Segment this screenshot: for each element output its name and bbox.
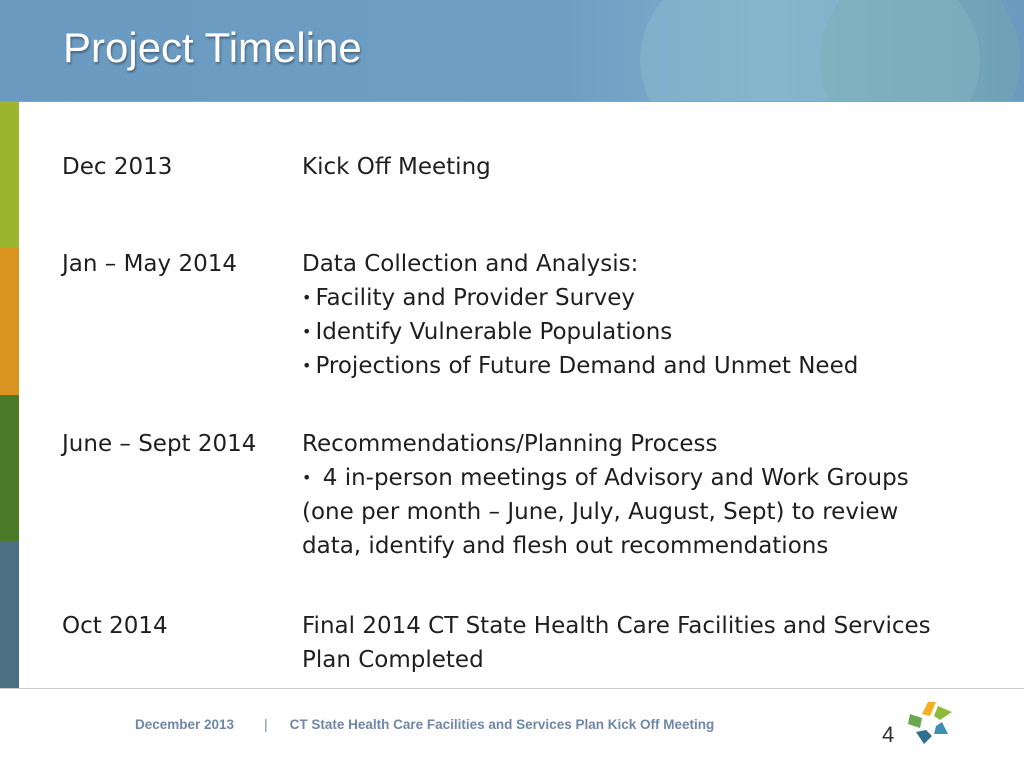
bullet-item: • 4 in-person meetings of Advisory and Work Groups (one per month – June, July, August, Sept) to review data, identify and flesh out recommendations — [302, 465, 909, 559]
page-number: 4 — [882, 722, 895, 747]
pinwheel-logo-icon — [906, 700, 954, 746]
timeline-heading: Kick Off Meeting — [302, 154, 491, 180]
bullet-icon: • — [302, 322, 312, 341]
bullet-item: • Projections of Future Demand and Unmet Need — [302, 353, 859, 379]
timeline-heading: Final 2014 CT State Health Care Facilities and Services Plan Completed — [302, 613, 931, 673]
timeline-date: Dec 2013 — [62, 154, 173, 180]
timeline-date: Jan – May 2014 — [62, 251, 237, 277]
timeline-description — [302, 427, 942, 563]
sidebar-segment-orange — [0, 248, 19, 395]
timeline-heading: Recommendations/Planning Process — [302, 431, 718, 457]
bullet-item: • Facility and Provider Survey — [302, 285, 636, 311]
sidebar-segment-green — [0, 101, 19, 248]
footer-date: December 2013 — [135, 717, 235, 732]
sidebar-segment-dark-green — [0, 395, 19, 542]
timeline-description — [302, 150, 942, 184]
footer-divider — [0, 688, 1024, 689]
bullet-item: • Identify Vulnerable Populations — [302, 319, 673, 345]
footer-title: CT State Health Care Facilities and Services Plan Kick Off Meeting — [289, 717, 715, 732]
timeline-date: Oct 2014 — [62, 613, 168, 639]
bullet-icon: • — [302, 288, 312, 307]
timeline-description — [302, 609, 942, 677]
timeline-description — [302, 247, 942, 383]
timeline-date: June – Sept 2014 — [62, 431, 257, 457]
timeline-heading: Data Collection and Analysis: — [302, 251, 639, 277]
sidebar-segment-slate — [0, 541, 19, 688]
bullet-icon: • — [302, 356, 312, 375]
header-bar — [0, 0, 1024, 102]
color-sidebar — [0, 101, 19, 688]
header-decoration — [820, 0, 1020, 102]
bullet-icon: • — [302, 468, 312, 487]
page-title: Project Timeline — [63, 24, 362, 71]
footer — [135, 717, 714, 732]
footer-separator: | — [264, 717, 268, 732]
